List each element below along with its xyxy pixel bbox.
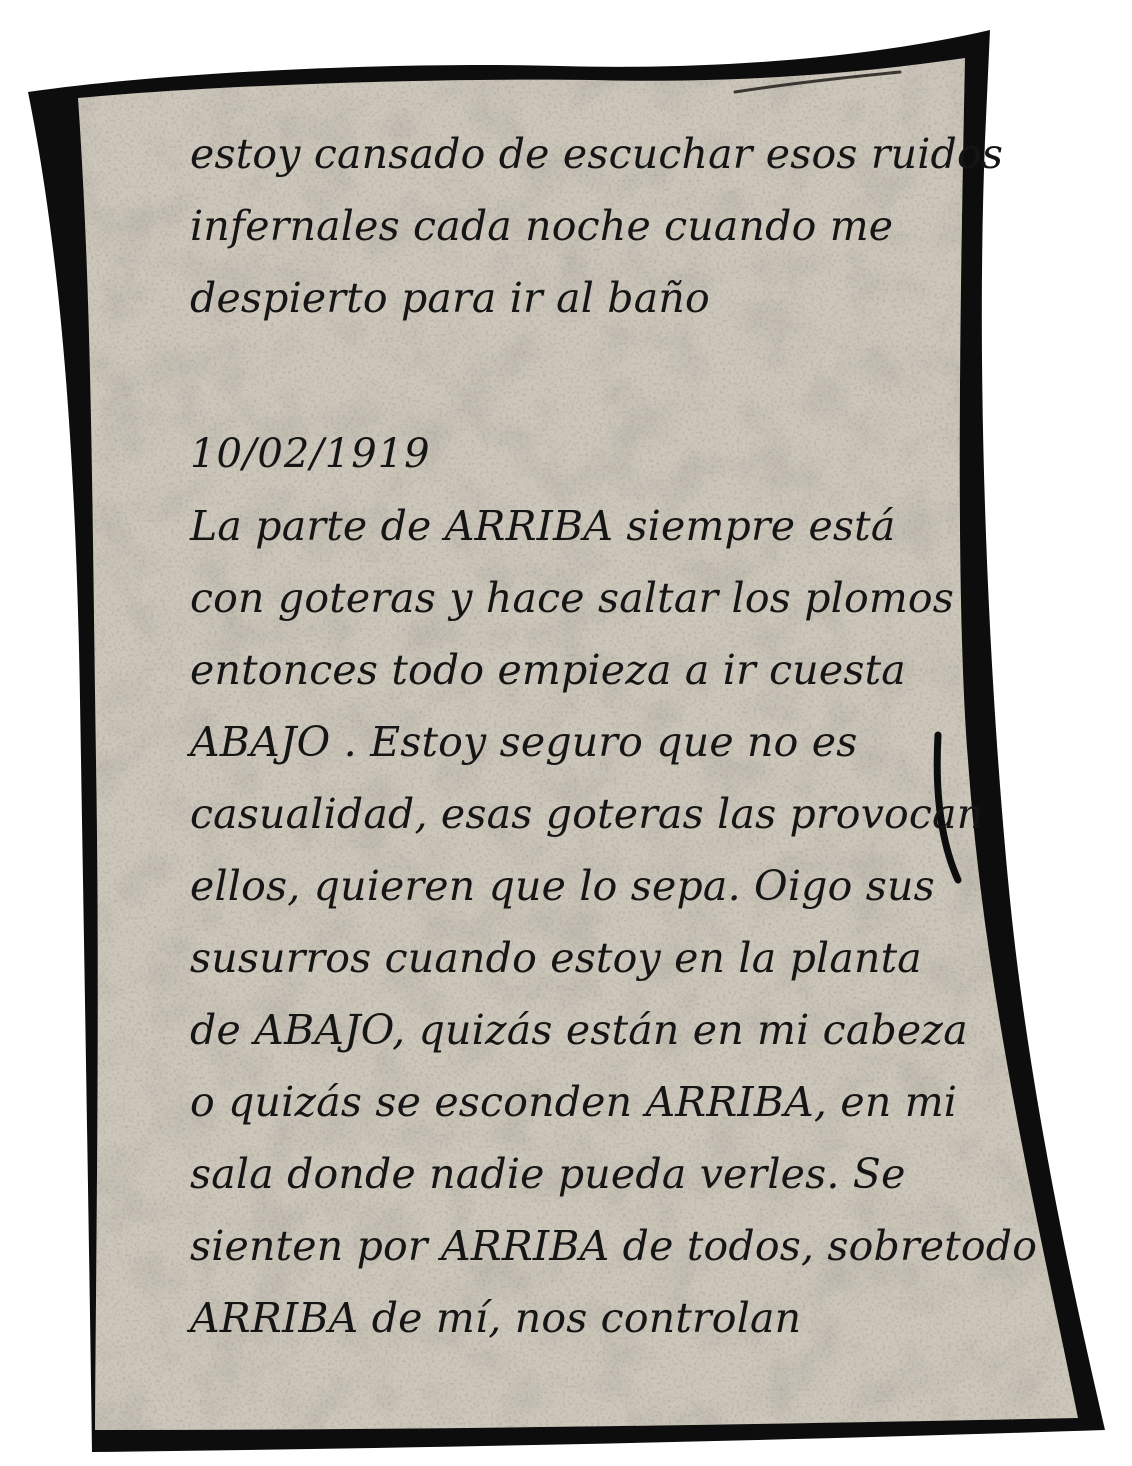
letter-line: susurros cuando estoy en la planta — [190, 934, 922, 982]
letter-line: despierto para ir al baño — [190, 274, 710, 322]
letter-line: estoy cansado de escuchar esos ruidos — [190, 130, 1004, 178]
entry-date: 10/02/1919 — [190, 431, 431, 477]
letter-line: sienten por ARRIBA de todos, sobretodo — [190, 1222, 1038, 1270]
letter-line: sala donde nadie pueda verles. Se — [190, 1150, 906, 1198]
letter-line: entonces todo empieza a ir cuesta — [190, 646, 906, 694]
letter-text — [190, 118, 1038, 1354]
letter-line: ABAJO . Estoy seguro que no es — [190, 718, 858, 766]
letter-line: La parte de ARRIBA siempre está — [190, 502, 896, 550]
letter-line: con goteras y hace saltar los plomos — [190, 574, 955, 622]
letter-line: ARRIBA de mí, nos controlan — [190, 1294, 802, 1342]
letter-line: ellos, quieren que lo sepa. Oigo sus — [190, 862, 935, 910]
letter-line: casualidad, esas goteras las provocan — [190, 790, 984, 838]
letter-line: de ABAJO, quizás están en mi cabeza — [190, 1006, 968, 1054]
paragraph-spacer — [190, 334, 990, 418]
letter-line: infernales cada noche cuando me — [190, 202, 894, 250]
letter-line: o quizás se esconden ARRIBA, en mi — [190, 1078, 958, 1126]
